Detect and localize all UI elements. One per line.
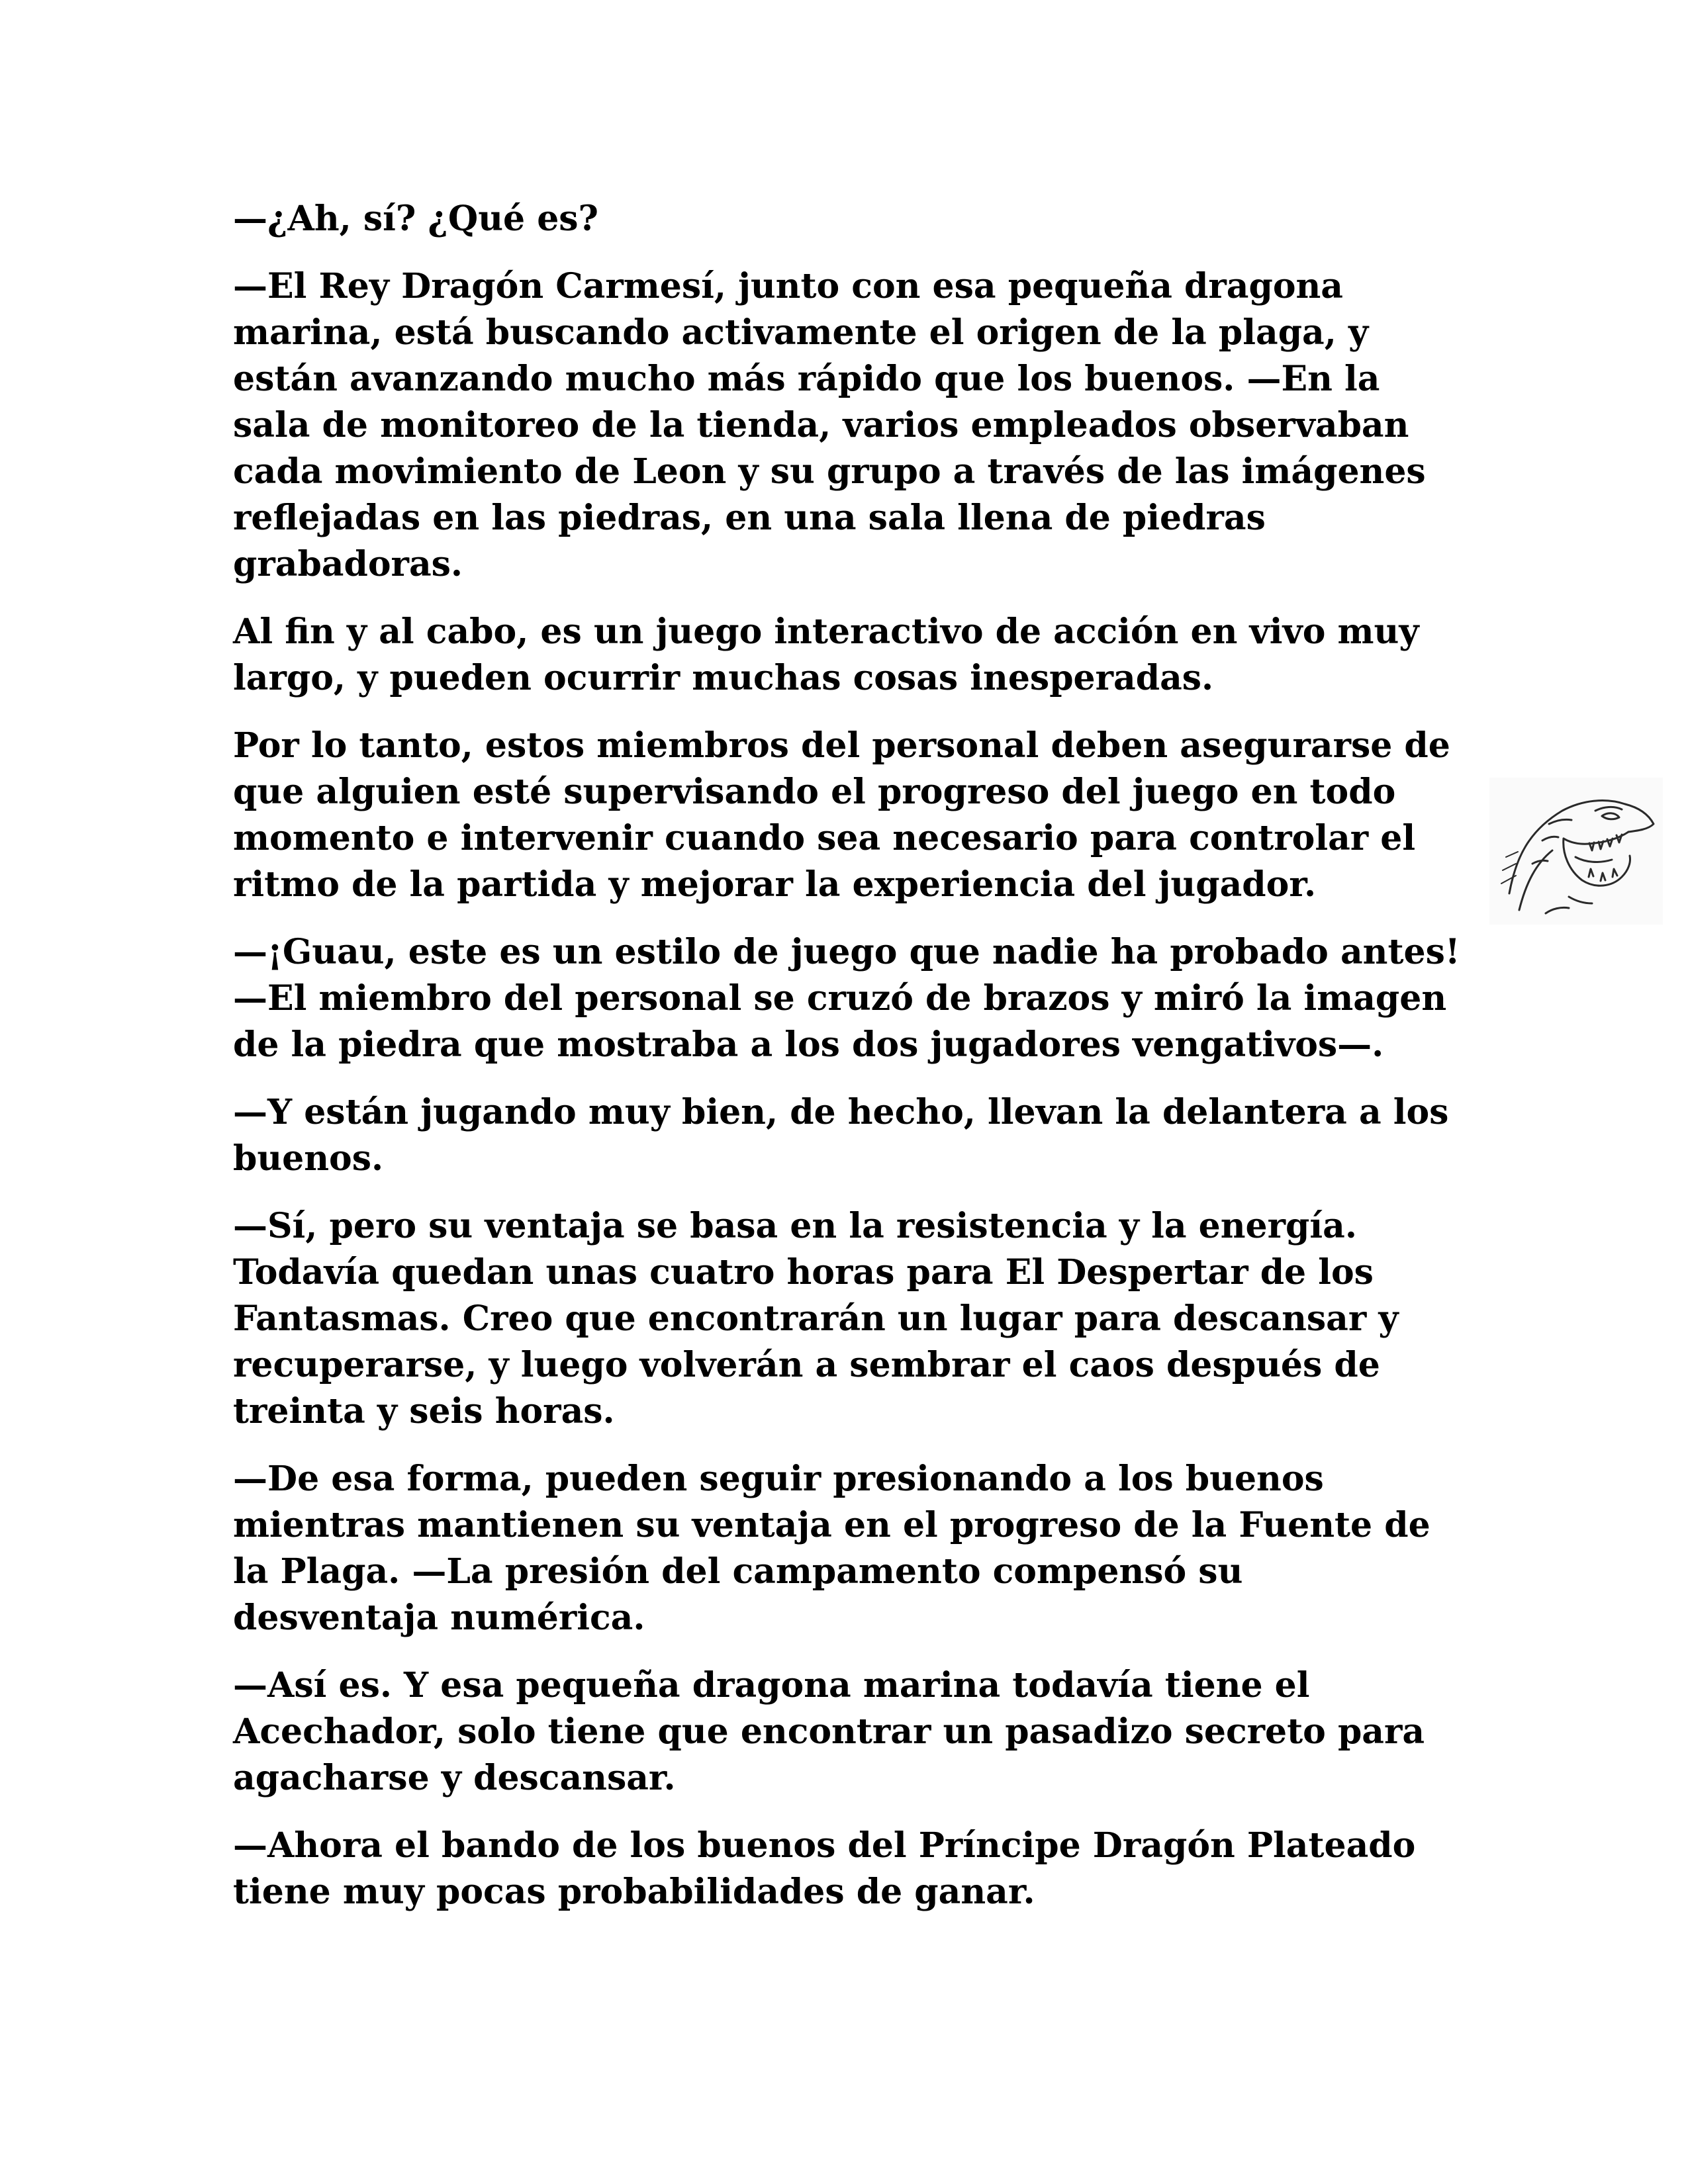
paragraph: —Ahora el bando de los buenos del Príncipe Dragón Plateado tiene muy pocas probabilidades de ganar.: [233, 1825, 1416, 1912]
paragraph: —¿Ah, sí? ¿Qué es?: [233, 199, 599, 239]
paragraph: —El Rey Dragón Carmesí, junto con esa pequeña dragona marina, está buscando activamente el origen de la plaga, y están avanzando mucho más rápido que los buenos. —En la sala de monitoreo de la tienda, varios empleados observaban cada movimiento de Leon y su grupo a través de las imágenes reflejadas en las piedras, en una sala llena de piedras grabadoras.: [233, 266, 1426, 584]
paragraph: Por lo tanto, estos miembros del personal deben asegurarse de que alguien esté supervisando el progreso del juego en todo momento e intervenir cuando sea necesario para controlar el ritmo de la partida y mejorar la experiencia del jugador.: [233, 725, 1450, 905]
dinosaur-head-icon: [1489, 778, 1663, 925]
paragraph: —Y están jugando muy bien, de hecho, llevan la delantera a los buenos.: [233, 1092, 1449, 1179]
paragraph: —¡Guau, este es un estilo de juego que nadie ha probado antes! —El miembro del personal se cruzó de brazos y miró la imagen de la piedra que mostraba a los dos jugadores vengativos—.: [233, 932, 1460, 1065]
paragraph: Al fin y al cabo, es un juego interactivo de acción en vivo muy largo, y pueden ocurrir muchas cosas inesperadas.: [233, 612, 1419, 698]
paragraph: —Sí, pero su ventaja se basa en la resistencia y la energía. Todavía quedan unas cuatro horas para El Despertar de los Fantasmas. Creo que encontrarán un lugar para descansar y recuperarse, y luego volverán a sembrar el caos después de treinta y seis horas.: [233, 1206, 1399, 1432]
body-text: [233, 196, 1471, 1936]
paragraph: —De esa forma, pueden seguir presionando a los buenos mientras mantienen su ventaja en el progreso de la Fuente de la Plaga. —La presión del campamento compensó su desventaja numérica.: [233, 1459, 1430, 1638]
paragraph: —Así es. Y esa pequeña dragona marina todavía tiene el Acechador, solo tiene que encontrar un pasadizo secreto para agacharse y descansar.: [233, 1665, 1425, 1798]
